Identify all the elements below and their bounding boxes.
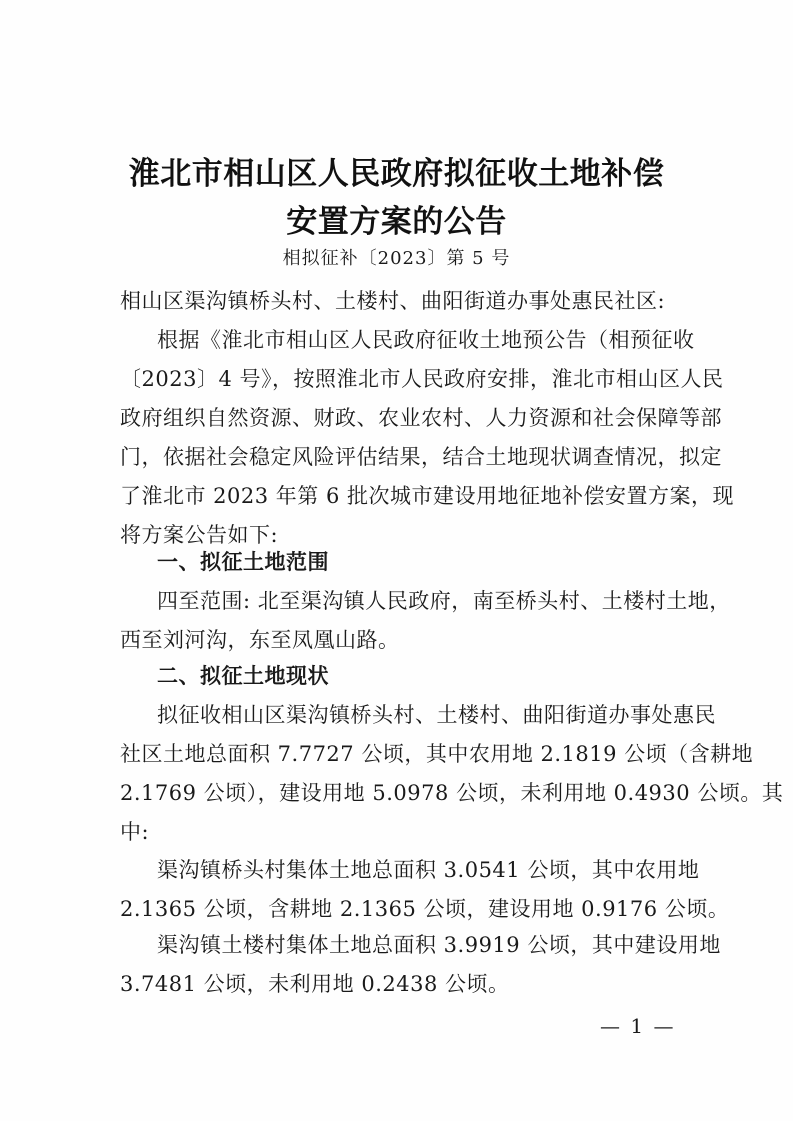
section-2-line: 中:	[120, 820, 150, 844]
document-number: 相拟征补〔2023〕第 5 号	[282, 248, 511, 269]
section-2-heading: 二、拟征土地现状	[157, 664, 329, 688]
intro-line: 根据《淮北市相山区人民政府征收土地预公告（相预征收	[157, 328, 695, 352]
section-2-paragraph-3-line: 渠沟镇土楼村集体土地总面积 3.9919 公顷，其中建设用地	[157, 933, 721, 957]
section-1-line: 四至范围: 北至渠沟镇人民政府，南至桥头村、土楼村土地，	[157, 589, 731, 613]
section-2-paragraph-2-line: 渠沟镇桥头村集体土地总面积 3.0541 公顷，其中农用地	[157, 858, 700, 882]
page-number: — 1 —	[600, 1014, 676, 1038]
document-title-line-1: 淮北市相山区人民政府拟征收土地补偿	[128, 156, 665, 192]
section-1-line: 西至刘河沟，东至凤凰山路。	[120, 628, 400, 652]
section-2-line: 社区土地总面积 7.7727 公顷，其中农用地 2.1819 公顷（含耕地	[120, 742, 754, 766]
document-title-line-2: 安置方案的公告	[286, 204, 507, 240]
section-2-paragraph-2-line: 2.1365 公顷，含耕地 2.1365 公顷，建设用地 0.9176 公顷。	[120, 897, 730, 921]
section-2-line: 拟征收相山区渠沟镇桥头村、土楼村、曲阳街道办事处惠民	[157, 703, 716, 727]
addressee: 相山区渠沟镇桥头村、土楼村、曲阳街道办事处惠民社区:	[120, 289, 666, 313]
intro-line: 门，依据社会稳定风险评估结果，结合土地现状调查情况，拟定	[120, 445, 722, 469]
intro-line: 了淮北市 2023 年第 6 批次城市建设用地征地补偿安置方案，现	[120, 484, 735, 508]
section-2-line: 2.1769 公顷），建设用地 5.0978 公顷，未利用地 0.4930 公顷。其	[120, 781, 784, 805]
section-2-paragraph-3-line: 3.7481 公顷，未利用地 0.2438 公顷。	[120, 972, 510, 996]
intro-line: 〔2023〕4 号》，按照淮北市人民政府安排，淮北市相山区人民	[120, 367, 724, 391]
intro-line: 将方案公告如下:	[120, 523, 279, 547]
intro-line: 政府组织自然资源、财政、农业农村、人力资源和社会保障等部	[120, 406, 722, 430]
section-1-heading: 一、拟征土地范围	[157, 550, 329, 574]
